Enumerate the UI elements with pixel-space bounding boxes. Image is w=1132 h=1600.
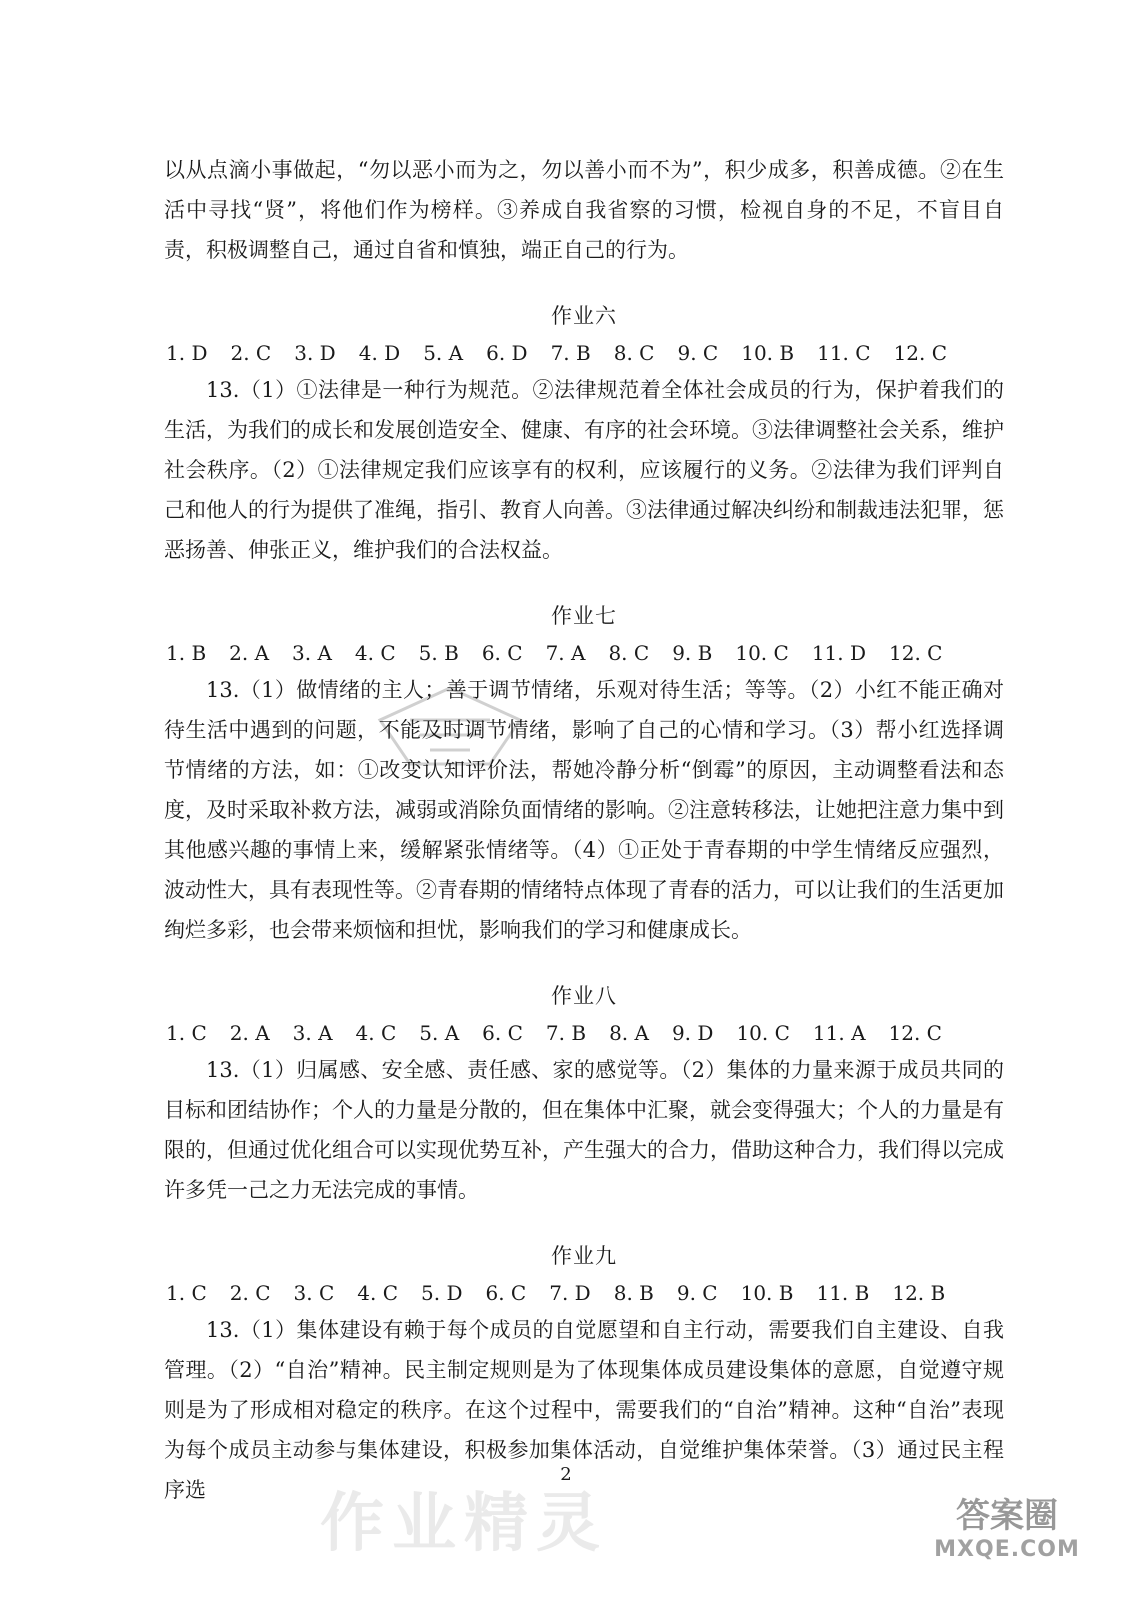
answer-item: 10. C [735,641,789,665]
logo-url: MXQE.COM [934,1537,1080,1562]
intro-paragraph: 以从点滴小事做起，“勿以恶小而为之，勿以善小而不为”，积少成多，积善成德。②在生活中寻找“贤”，将他们作为榜样。③养成自我省察的习惯，检视自身的不足，不盲目自责，积极调整自己，通过自省和慎独，端正自己的行为。 [164,158,1004,262]
question-13-answer: 13.（1）集体建设有赖于每个成员的自觉愿望和自主行动，需要我们自主建设、自我管理。（2）“自治”精神。民主制定规则是为了体现集体成员建设集体的意愿，自觉遵守规则是为了形成相对稳定的秩序。在这个过程中，需要我们的“自治”精神。这种“自治”表现为每个成员主动参与集体建设，积极参加集体活动，自觉维护集体荣誉。（3）通过民主程序选 [164,1318,1004,1502]
answer-item: 3. A [292,1021,333,1045]
answer-item: 1. B [166,641,207,665]
answer-item: 1. C [166,1021,207,1045]
answer-item: 11. A [812,1021,866,1045]
answer-item: 7. B [550,341,591,365]
answer-item: 3. A [292,641,332,665]
answer-list [164,1276,1004,1310]
answer-item: 8. C [608,641,650,665]
answer-item: 1. D [166,341,208,365]
answer-item: 4. C [357,1281,398,1305]
answer-item: 3. C [293,1281,335,1305]
answer-item: 6. C [481,641,523,665]
answer-list [164,636,1004,670]
answer-item: 7. B [545,1021,587,1045]
answer-item: 10. B [741,341,795,365]
answer-item: 2. A [229,641,270,665]
section-homework-7 [164,596,1004,950]
answer-item: 5. B [418,641,459,665]
answer-item: 4. D [358,341,401,365]
answer-list [164,336,1004,370]
answer-item: 9. B [672,641,713,665]
section-homework-6 [164,296,1004,570]
answer-item: 9. C [676,1281,718,1305]
page-number: 2 [560,1464,572,1485]
question-13-answer: 13.（1）归属感、安全感、责任感、家的感觉等。（2）集体的力量来源于成员共同的目标和团结协作；个人的力量是分散的，但在集体中汇聚，就会变得强大；个人的力量是有限的，但通过优化组合可以实现优势互补，产生强大的合力，借助这种合力，我们得以完成许多凭一己之力无法完成的事情。 [164,1058,1004,1202]
question-13-answer: 13.（1）①法律是一种行为规范。②法律规范着全体社会成员的行为，保护着我们的生活，为我们的成长和发展创造安全、健康、有序的社会环境。③法律调整社会关系，维护社会秩序。（2）①法律规定我们应该享有的权利，应该履行的义务。②法律为我们评判自己和他人的行为提供了准绳，指引、教育人向善。③法律通过解决纠纷和制裁违法犯罪，惩恶扬善、伸张正义，维护我们的合法权益。 [164,378,1004,562]
section-title: 作业六 [551,304,617,328]
bottom-watermark: 作业精灵 [320,1487,608,1561]
document-page [164,150,1004,1510]
answer-item: 9. D [671,1021,714,1045]
answer-item: 2. C [229,1281,271,1305]
answer-item: 8. B [613,1281,654,1305]
section-title: 作业八 [551,984,617,1008]
logo-text: 答案圈 [956,1496,1058,1536]
answer-item: 8. C [613,341,655,365]
section-title: 作业九 [551,1244,617,1268]
answer-item: 10. C [736,1021,790,1045]
answer-item: 12. C [889,641,943,665]
answer-item: 10. B [740,1281,794,1305]
answer-item: 5. D [421,1281,463,1305]
answer-item: 6. D [486,341,528,365]
answer-item: 4. C [354,641,396,665]
answer-item: 12. C [888,1021,942,1045]
answer-item: 12. C [893,341,948,365]
section-homework-8 [164,976,1004,1210]
answer-item: 9. C [677,341,719,365]
answer-item: 12. B [892,1281,946,1305]
answer-item: 4. C [355,1021,397,1045]
answer-item: 5. A [419,1021,460,1045]
answer-item: 6. C [482,1021,523,1045]
question-13-answer: 13.（1）做情绪的主人；善于调节情绪，乐观对待生活；等等。（2）小红不能正确对待生活中遇到的问题，不能及时调节情绪，影响了自己的心情和学习。（3）帮小红选择调节情绪的方法，如：①改变认知评价法，帮她冷静分析“倒霉”的原因，主动调整看法和态度，及时采取补救方法，减弱或消除负面情绪的影响。②注意转移法，让她把注意力集中到其他感兴趣的事情上来，缓解紧张情绪等。（4）①正处于青春期的中学生情绪反应强烈，波动性大，具有表现性等。②青春期的情绪特点体现了青春的活力，可以让我们的生活更加绚烂多彩，也会带来烦恼和担忧，影响我们的学习和健康成长。 [164,678,1004,942]
answer-item: 11. C [817,341,871,365]
answer-item: 11. D [811,641,867,665]
answer-item: 3. D [294,341,336,365]
answer-item: 6. C [485,1281,527,1305]
answer-item: 2. A [229,1021,270,1045]
site-logo-watermark [922,1480,1092,1570]
answer-item: 5. A [423,341,464,365]
answer-item: 1. C [166,1281,207,1305]
answer-item: 11. B [816,1281,870,1305]
section-title: 作业七 [551,604,617,628]
answer-item: 7. A [545,641,586,665]
answer-item: 7. D [549,1281,591,1305]
answer-item: 8. A [609,1021,649,1045]
answer-item: 2. C [230,341,272,365]
answer-list [164,1016,1004,1050]
